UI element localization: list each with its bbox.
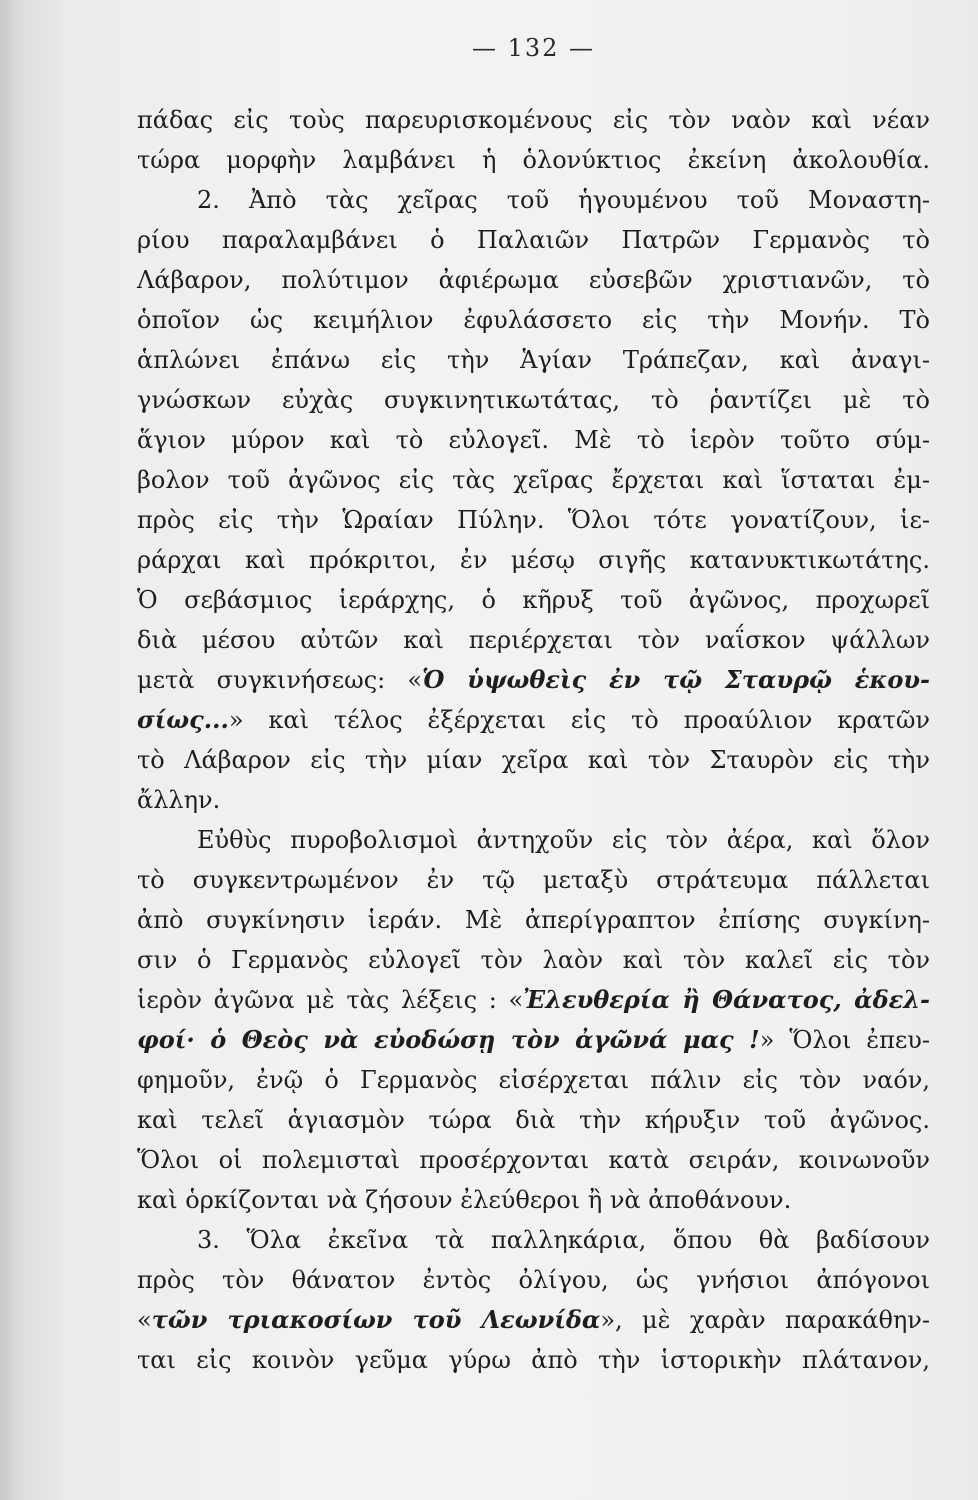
text-line: τὸ συγκεντρωμένον ἐν τῷ μεταξὺ στράτευμα πάλλεται (137, 866, 930, 894)
text-line (137, 980, 930, 1020)
text-line: γνώσκων εὐχὰς συγκινητικωτάτας, τὸ ῥαντίζει μὲ τὸ (137, 386, 930, 414)
text-line: πάδας εἰς τοὺς παρευρισκομένους εἰς τὸν ναὸν καὶ νέαν (137, 106, 930, 134)
paragraph (137, 100, 930, 180)
text-line: σιν ὁ Γερμανὸς εὐλογεῖ τὸν λαὸν καὶ τὸν καλεῖ εἰς τὸν (137, 946, 930, 974)
text-line: 2. Ἀπὸ τὰς χεῖρας τοῦ ἡγουμένου τοῦ Μοναστη- (197, 186, 930, 214)
text-line: ράρχαι καὶ πρόκριτοι, ἐν μέσῳ σιγῆς κατανυκτικωτάτης. (137, 546, 930, 574)
emphasized-text: φοί· ὁ Θεὸς νὰ εὐοδώσῃ τὸν ἀγῶνά μας ! (137, 1025, 760, 1054)
text-line: ἁπλώνει ἐπάνω εἰς τὴν Ἁγίαν Τράπεζαν, καὶ ἀναγι- (137, 346, 930, 374)
paragraph (137, 1220, 930, 1380)
text-line: ἀπὸ συγκίνησιν ἱεράν. Μὲ ἀπερίγραπτον ἐπίσης συγκίνη- (137, 906, 930, 934)
paragraph (137, 820, 930, 1220)
emphasized-text: σίως... (137, 705, 229, 734)
text-segment: μετὰ συγκινήσεως: « (137, 666, 423, 694)
text-line: καὶ τελεῖ ἁγιασμὸν τώρα διὰ τὴν κήρυξιν τοῦ ἀγῶνος. (137, 1106, 930, 1134)
text-line (137, 1300, 930, 1340)
text-line: βολον τοῦ ἀγῶνος εἰς τὰς χεῖρας ἔρχεται καὶ ἵσταται ἐμ- (137, 466, 930, 494)
text-line: καὶ ὁρκίζονται νὰ ζήσουν ἐλεύθεροι ἢ νὰ ἀποθάνουν. (137, 1186, 792, 1214)
page-number: — 132 — (471, 34, 596, 62)
text-line: τὸ Λάβαρον εἰς τὴν μίαν χεῖρα καὶ τὸν Σταυρὸν εἰς τὴν (137, 746, 930, 774)
text-segment: », μὲ χαρὰν παρακάθην- (600, 1306, 930, 1334)
emphasized-text: Ὁ ὑψωθεὶς ἐν τῷ Σταυρῷ ἑκου- (422, 665, 930, 694)
paragraph (137, 180, 930, 820)
text-line: πρὸς τὸν θάνατον ἐντὸς ὀλίγου, ὡς γνήσιοι ἀπόγονοι (137, 1266, 930, 1294)
text-segment: ἱερὸν ἀγῶνα μὲ τὰς λέξεις : « (137, 986, 524, 1014)
text-line: φημοῦν, ἐνῷ ὁ Γερμανὸς εἰσέρχεται πάλιν εἰς τὸν ναόν, (137, 1066, 930, 1094)
emphasized-text: τῶν τριακοσίων τοῦ Λεωνίδα (151, 1305, 601, 1334)
text-line: Λάβαρον, πολύτιμον ἀφιέρωμα εὐσεβῶν χριστιανῶν, τὸ (137, 266, 930, 294)
text-line: τώρα μορφὴν λαμβάνει ἡ ὁλονύκτιος ἐκείνη ἀκολουθία. (137, 146, 930, 174)
text-segment: « (137, 1306, 152, 1334)
text-line (137, 700, 930, 740)
text-line: Ὁ σεβάσμιος ἱεράρχης, ὁ κῆρυξ τοῦ ἀγῶνος, προχωρεῖ (137, 586, 930, 614)
text-line: ται εἰς κοινὸν γεῦμα γύρω ἀπὸ τὴν ἱστορικὴν πλάτανον, (137, 1346, 930, 1374)
text-line: Ὅλοι οἱ πολεμισταὶ προσέρχονται κατὰ σειράν, κοινωνοῦν (137, 1146, 930, 1174)
text-segment: » Ὅλοι ἐπευ- (759, 1026, 930, 1054)
text-line (137, 1020, 930, 1060)
text-segment: » καὶ τέλος ἐξέρχεται εἰς τὸ προαύλιον κρατῶν (228, 706, 930, 734)
emphasized-text: Ἐλευθερία ἢ Θάνατος, ἀδελ- (523, 985, 930, 1014)
text-line (137, 660, 930, 700)
text-line: ἅγιον μύρον καὶ τὸ εὐλογεῖ. Μὲ τὸ ἱερὸν τοῦτο σύμ- (137, 426, 930, 454)
text-line: διὰ μέσου αὐτῶν καὶ περιέρχεται τὸν ναΐσκον ψάλλων (137, 626, 930, 654)
text-line: ρίου παραλαμβάνει ὁ Παλαιῶν Πατρῶν Γερμανὸς τὸ (137, 226, 930, 254)
text-line: Εὐθὺς πυροβολισμοὶ ἀντηχοῦν εἰς τὸν ἀέρα, καὶ ὅλον (197, 826, 930, 854)
text-line: 3. Ὅλα ἐκεῖνα τὰ παλληκάρια, ὅπου θὰ βαδίσουν (197, 1226, 930, 1254)
text-line: ἄλλην. (137, 786, 221, 814)
text-line: πρὸς εἰς τὴν Ὡραίαν Πύλην. Ὅλοι τότε γονατίζουν, ἱε- (137, 506, 930, 534)
text-line: ὁποῖον ὡς κειμήλιον ἐφυλάσσετο εἰς τὴν Μονήν. Τὸ (137, 306, 930, 334)
page-body (137, 100, 930, 1380)
